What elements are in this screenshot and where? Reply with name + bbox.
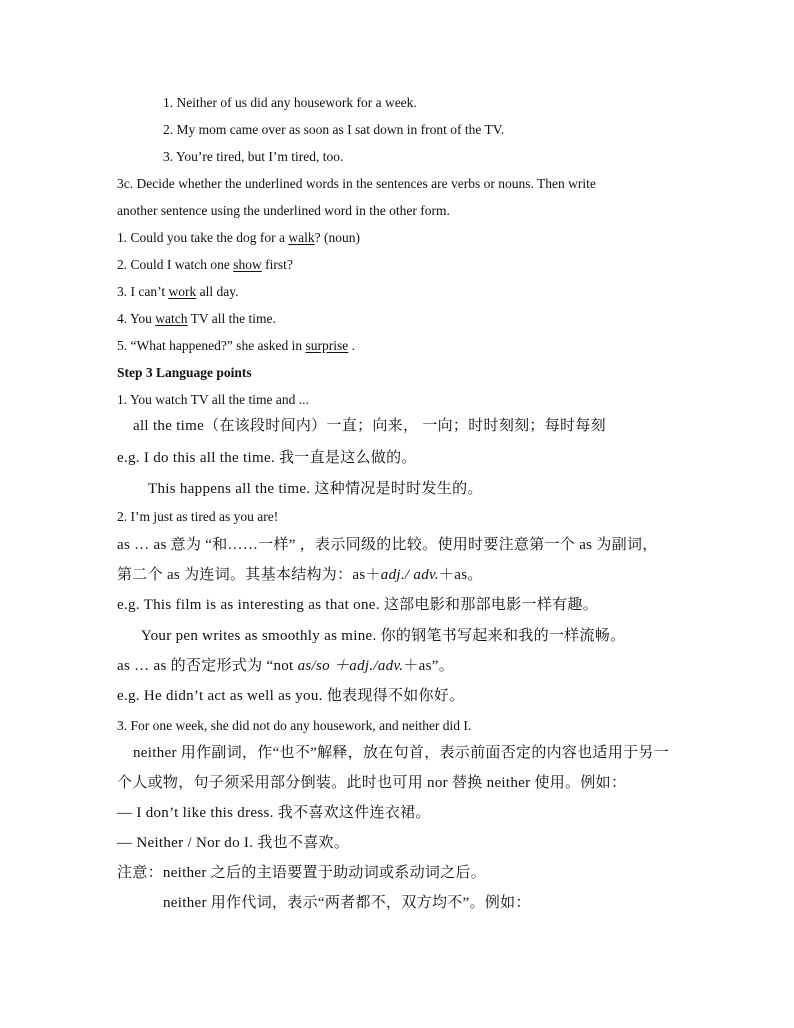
point-2-negative-form: as … as 的否定形式为 “not as/so ＋adj./adv.＋as”。 — [117, 658, 455, 674]
point-2-example-1: e.g. This film is as interesting as that one. 这部电影和那部电影一样有趣。 — [117, 597, 599, 613]
point-3-explanation-2: 个人或物，句子须采用部分倒装。此时也可用 nor 替换 neither 使用。例如： — [117, 775, 627, 791]
example-line-3: 3. You’re tired, but I’m tired, too. — [163, 149, 344, 164]
exercise-item-3: 3. I can’t work all day. — [117, 284, 239, 299]
underlined-word: show — [233, 257, 262, 272]
exercise-3c-heading: 3c. Decide whether the underlined words in the sentences are verbs or nouns. Then write — [117, 176, 596, 191]
point-2-explanation-2: 第二个 as 为连词。其基本结构为：as＋adj./ adv.＋as。 — [117, 567, 483, 583]
example-line-1: 1. Neither of us did any housework for a week. — [163, 95, 417, 110]
point-3-sentence: 3. For one week, she did not do any housework, and neither did I. — [117, 718, 472, 733]
point-1-sentence: 1. You watch TV all the time and ... — [117, 392, 309, 407]
point-3-note: 注意：neither 之后的主语要置于助动词或系动词之后。 — [117, 865, 487, 881]
point-1-example-2: This happens all the time. 这种情况是时时发生的。 — [148, 481, 483, 497]
underlined-word: watch — [155, 311, 188, 326]
underlined-word: work — [168, 284, 197, 299]
point-3-dialogue-1: — I don’t like this dress. 我不喜欢这件连衣裙。 — [117, 805, 431, 821]
point-2-sentence: 2. I’m just as tired as you are! — [117, 509, 279, 524]
exercise-3c-instruction: another sentence using the underlined word in the other form. — [117, 203, 450, 218]
point-3-explanation-1: neither 用作副词，作“也不”解释，放在句首，表示前面否定的内容也适用于另一 — [133, 745, 670, 761]
point-3-dialogue-2: — Neither / Nor do I. 我也不喜欢。 — [117, 835, 350, 851]
point-2-example-3: e.g. He didn’t act as well as you. 他表现得不如你好。 — [117, 688, 465, 704]
exercise-item-5: 5. “What happened?” she asked in surprise . — [117, 338, 356, 353]
section-heading: Step 3 Language points — [117, 365, 252, 380]
point-2-example-2: Your pen writes as smoothly as mine. 你的钢笔书写起来和我的一样流畅。 — [141, 628, 626, 644]
underlined-word: surprise — [305, 338, 349, 353]
point-1-example-1: e.g. I do this all the time. 我一直是这么做的。 — [117, 450, 417, 466]
point-1-explanation: all the time（在该段时间内）一直；向来， 一向；时时刻刻；每时每刻 — [133, 418, 606, 434]
point-3-pronoun-usage: neither 用作代词，表示“两者都不，双方均不”。例如： — [163, 895, 531, 911]
exercise-item-1: 1. Could you take the dog for a walk? (noun) — [117, 230, 360, 245]
underlined-word: walk — [288, 230, 315, 245]
example-line-2: 2. My mom came over as soon as I sat down in front of the TV. — [163, 122, 505, 137]
exercise-item-2: 2. Could I watch one show first? — [117, 257, 293, 272]
exercise-item-4: 4. You watch TV all the time. — [117, 311, 276, 326]
point-2-explanation-1: as … as 意为 “和……一样” ，表示同级的比较。使用时要注意第一个 as 为副词， — [117, 537, 658, 553]
